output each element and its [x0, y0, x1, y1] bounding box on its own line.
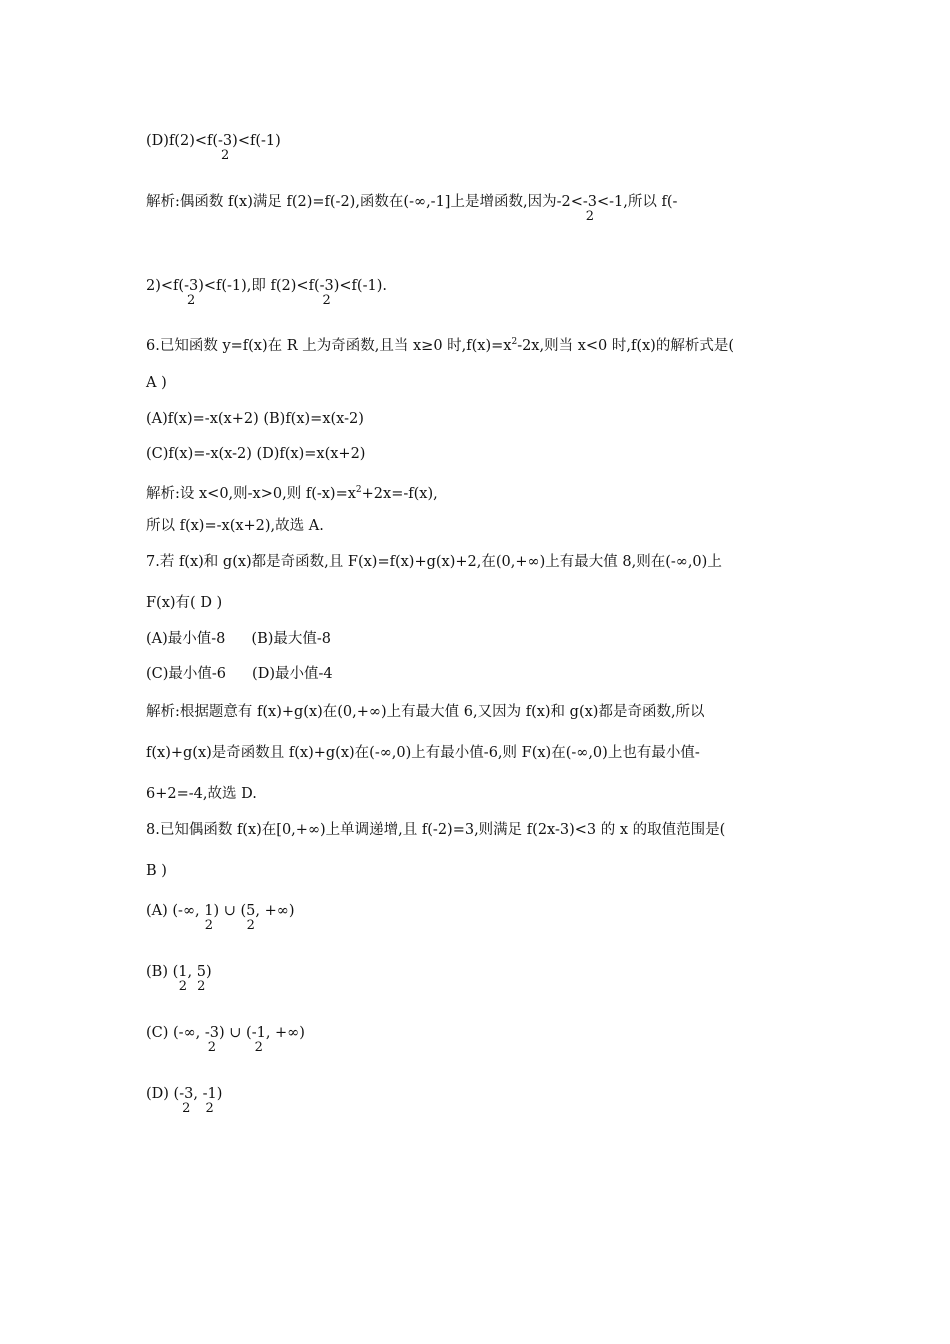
text: (D) (	[146, 1086, 180, 1102]
numerator: -3	[582, 194, 597, 210]
text: +2x=-f(x),	[361, 485, 438, 502]
option-b: (B)最大值-8	[251, 631, 332, 647]
q8-option-d	[146, 1085, 223, 1116]
text: )<f(-1)	[232, 133, 281, 149]
q7-solution-line1: 解析:根据题意有 f(x)+g(x)在(0,+∞)上有最大值 6,又因为 f(x)和 g(x)都是奇函数,所以	[146, 704, 705, 720]
q6-solution-line2: 所以 f(x)=-x(x+2),故选 A.	[146, 518, 324, 534]
q8-answer: B )	[146, 863, 167, 879]
denominator: 2	[182, 1101, 191, 1116]
option-c: (C)最小值-6	[146, 666, 227, 682]
denominator: 2	[204, 918, 213, 933]
text: 2)<f(	[146, 278, 185, 294]
q5-option-d	[146, 132, 281, 163]
fraction	[202, 1085, 217, 1116]
fraction	[204, 1024, 219, 1055]
q6-solution-line1	[146, 481, 438, 503]
numerator: -1	[202, 1086, 217, 1102]
text: )	[216, 1086, 223, 1102]
q7-options-cd	[146, 665, 333, 683]
numerator: 5	[246, 903, 256, 919]
text: ) ∪ (	[219, 1025, 252, 1041]
text: ,	[193, 1086, 203, 1102]
q5-solution-line2	[146, 277, 387, 308]
denominator: 2	[254, 1040, 263, 1055]
text: (A) (-∞,	[146, 903, 205, 919]
text: )<f(-1),即 f(2)<f(	[198, 278, 320, 294]
fraction	[179, 1085, 194, 1116]
text: (B) (	[146, 964, 179, 980]
fraction	[218, 132, 233, 163]
q8-stem: 8.已知偶函数 f(x)在[0,+∞)上单调递增,且 f(-2)=3,则满足 f(2x-3)<3 的 x 的取值范围是(	[146, 822, 726, 838]
q7-solution-line2: f(x)+g(x)是奇函数且 f(x)+g(x)在(-∞,0)上有最小值-6,则 F(x)在(-∞,0)上也有最小值-	[146, 745, 700, 761]
option-a: (A)最小值-8	[146, 631, 226, 647]
q7-solution-line3: 6+2=-4,故选 D.	[146, 786, 257, 802]
fraction	[184, 277, 199, 308]
denominator: 2	[186, 293, 196, 308]
numerator: 1	[178, 964, 188, 980]
text: )	[205, 964, 212, 980]
numerator: 5	[196, 964, 206, 980]
fraction	[582, 193, 597, 224]
q8-option-c	[146, 1024, 305, 1055]
numerator: -1	[251, 1025, 266, 1041]
fraction	[178, 963, 188, 994]
numerator: -3	[319, 278, 334, 294]
denominator: 2	[205, 1101, 214, 1116]
q5-solution-line1	[146, 193, 678, 224]
option-d: (D)最小值-4	[252, 666, 333, 682]
numerator: -3	[184, 278, 199, 294]
text: )<f(-1).	[333, 278, 387, 294]
fraction	[246, 902, 256, 933]
text: 解析:设 x<0,则-x>0,则 f(-x)=x	[146, 485, 356, 502]
text: 6.已知函数 y=f(x)在 R 上为奇函数,且当 x≥0 时,f(x)=x	[146, 337, 512, 354]
denominator: 2	[585, 209, 595, 224]
denominator: 2	[178, 979, 187, 994]
fraction	[319, 277, 334, 308]
q8-option-b	[146, 963, 212, 994]
text: , +∞)	[255, 903, 295, 919]
numerator: -3	[179, 1086, 194, 1102]
q6-answer: A )	[146, 375, 167, 391]
denominator: 2	[220, 148, 230, 163]
text: , +∞)	[265, 1025, 305, 1041]
text: ) ∪ (	[213, 903, 247, 919]
fraction	[196, 963, 206, 994]
fraction	[251, 1024, 266, 1055]
q7-options-ab	[146, 630, 331, 648]
text: 解析:偶函数 f(x)满足 f(2)=f(-2),函数在(-∞,-1]上是增函数,因为-2<	[146, 194, 583, 210]
superscript: 2	[511, 337, 518, 347]
text: -2x,则当 x<0 时,f(x)的解析式是(	[517, 337, 734, 354]
q7-answer: F(x)有( D )	[146, 595, 223, 611]
text: ,	[187, 964, 197, 980]
numerator: 1	[204, 903, 214, 919]
text: (C) (-∞,	[146, 1025, 205, 1041]
denominator: 2	[322, 293, 331, 308]
text: (D)f(2)<f(	[146, 133, 219, 149]
text: <-1,所以 f(-	[596, 194, 678, 210]
q6-stem	[146, 333, 734, 355]
fraction	[204, 902, 214, 933]
superscript: 2	[355, 485, 362, 495]
q8-option-a	[146, 902, 295, 933]
denominator: 2	[207, 1040, 217, 1055]
denominator: 2	[246, 918, 255, 933]
numerator: -3	[204, 1025, 219, 1041]
numerator: -3	[218, 133, 233, 149]
q6-options-cd: (C)f(x)=-x(x-2) (D)f(x)=x(x+2)	[146, 446, 366, 462]
denominator: 2	[197, 979, 206, 994]
q6-options-ab: (A)f(x)=-x(x+2) (B)f(x)=x(x-2)	[146, 411, 364, 427]
q7-stem: 7.若 f(x)和 g(x)都是奇函数,且 F(x)=f(x)+g(x)+2,在(0,+∞)上有最大值 8,则在(-∞,0)上	[146, 554, 722, 570]
